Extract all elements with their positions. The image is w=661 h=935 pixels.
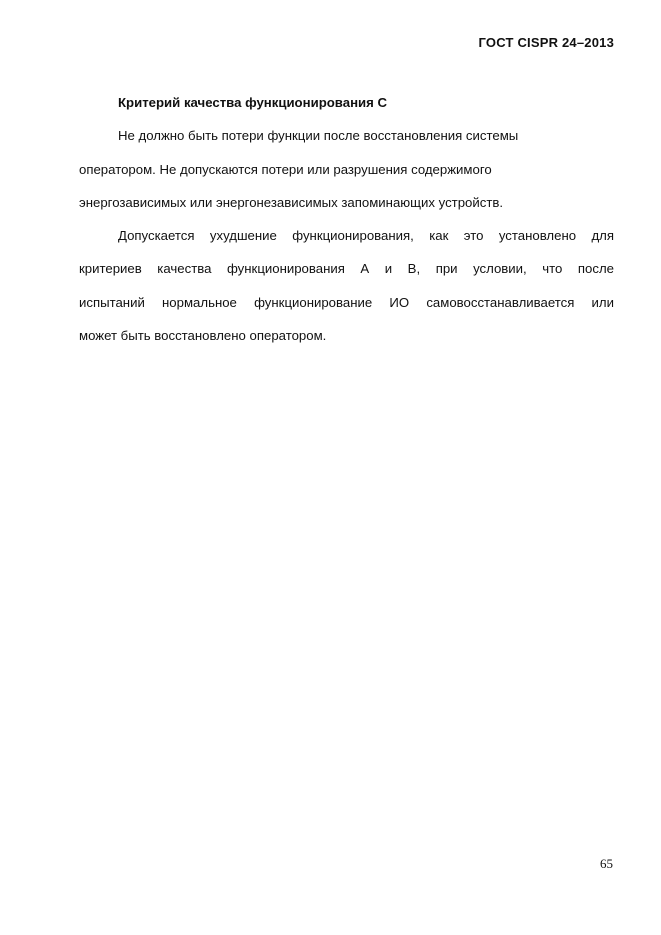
page-number: 65: [600, 856, 613, 871]
paragraph-2-line-2: критериев качества функционирования А и В, при условии, что после: [79, 261, 614, 277]
paragraph-2-line-4: может быть восстановлено оператором.: [79, 328, 327, 344]
document-body: [79, 86, 614, 352]
paragraph-2-line-3: испытаний нормальное функционирование ИО самовосстанавливается или: [79, 294, 614, 310]
paragraph-1-line-1: Не должно быть потери функции после восстановления системы: [118, 128, 519, 144]
paragraph-2-line-1: Допускается ухудшение функционирования, как это установлено для: [118, 228, 614, 244]
document-header-standard: ГОСТ CISPR 24–2013: [478, 35, 614, 50]
paragraph-1-line-3: энергозависимых или энергонезависимых запоминающих устройств.: [79, 194, 504, 210]
section-heading: Критерий качества функционирования С: [118, 95, 388, 110]
paragraph-1-line-2: оператором. Не допускаются потери или разрушения содержимого: [79, 161, 492, 177]
